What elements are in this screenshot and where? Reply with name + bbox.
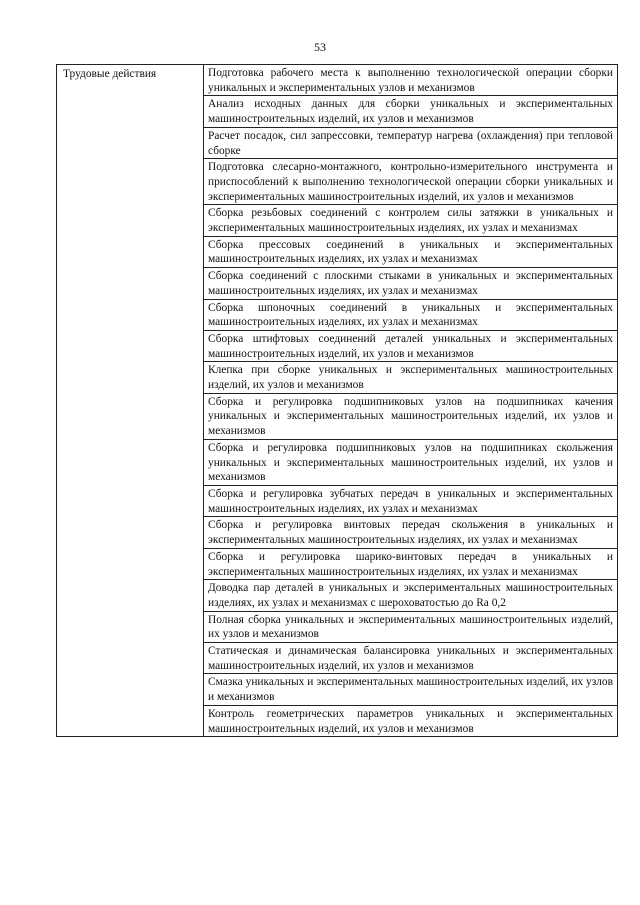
table-cell-action: Сборка и регулировка подшипниковых узлов на подшипниках качения уникальных и экспериментальных машиностроительных изделий, их узлов и механизмов xyxy=(204,393,618,439)
table-cell-action: Сборка и регулировка зубчатых передач в уникальных и экспериментальных машиностроительных изделиях, их узлах и механизмах xyxy=(204,485,618,516)
table-cell-action: Подготовка слесарно-монтажного, контрольно-измерительного инструмента и приспособлений к выполнению технологической операции сборки уникальных и экспериментальных машиностроительных изделий, их узлов и механизмов xyxy=(204,159,618,205)
table-cell-action: Сборка и регулировка винтовых передач скольжения в уникальных и экспериментальных машиностроительных изделиях, их узлах и механизмах xyxy=(204,517,618,548)
table-cell-action: Анализ исходных данных для сборки уникальных и экспериментальных машиностроительных изделий, их узлов и механизмов xyxy=(204,96,618,127)
table-cell-action: Статическая и динамическая балансировка уникальных и экспериментальных машиностроительных изделий, их узлов и механизмов xyxy=(204,643,618,674)
table-cell-action: Расчет посадок, сил запрессовки, температур нагрева (охлаждения) при тепловой сборке xyxy=(204,127,618,158)
table-cell-action: Сборка прессовых соединений в уникальных и экспериментальных машиностроительных изделиях, их узлах и механизмах xyxy=(204,236,618,267)
section-label: Трудовые действия xyxy=(57,65,204,737)
page-number: 53 xyxy=(314,40,326,54)
table-cell-action: Сборка соединений с плоскими стыками в уникальных и экспериментальных машиностроительных изделиях, их узлах и механизмах xyxy=(204,268,618,299)
table-cell-action: Сборка и регулировка подшипниковых узлов на подшипниках скольжения уникальных и экспериментальных машиностроительных изделий, их узлов и механизмов xyxy=(204,439,618,485)
table-cell-action: Сборка штифтовых соединений деталей уникальных и экспериментальных машиностроительных изделий, их узлов и механизмов xyxy=(204,330,618,361)
table-cell-action: Сборка шпоночных соединений в уникальных и экспериментальных машиностроительных изделиях, их узлах и механизмах xyxy=(204,299,618,330)
table-cell-action: Клепка при сборке уникальных и экспериментальных машиностроительных изделий, их узлов и механизмов xyxy=(204,362,618,393)
table-cell-action: Подготовка рабочего места к выполнению технологической операции сборки уникальных и экспериментальных узлов и механизмов xyxy=(204,65,618,96)
table-cell-action: Контроль геометрических параметров уникальных и экспериментальных машиностроительных изделий, их узлов и механизмов xyxy=(204,705,618,736)
table-cell-action: Сборка резьбовых соединений с контролем силы затяжки в уникальных и экспериментальных машиностроительных изделиях, их узлах и механизмах xyxy=(204,205,618,236)
table-cell-action: Полная сборка уникальных и экспериментальных машиностроительных изделий, их узлов и механизмов xyxy=(204,611,618,642)
table-cell-action: Сборка и регулировка шарико-винтовых передач в уникальных и экспериментальных машиностроительных изделиях, их узлах и механизмах xyxy=(204,548,618,579)
table-row xyxy=(57,65,618,96)
table-cell-action: Смазка уникальных и экспериментальных машиностроительных изделий, их узлов и механизмов xyxy=(204,674,618,705)
table-cell-action: Доводка пар деталей в уникальных и экспериментальных машиностроительных изделиях, их узлах и механизмах с шероховатостью до Ra 0,2 xyxy=(204,580,618,611)
labor-actions-table xyxy=(56,64,618,737)
